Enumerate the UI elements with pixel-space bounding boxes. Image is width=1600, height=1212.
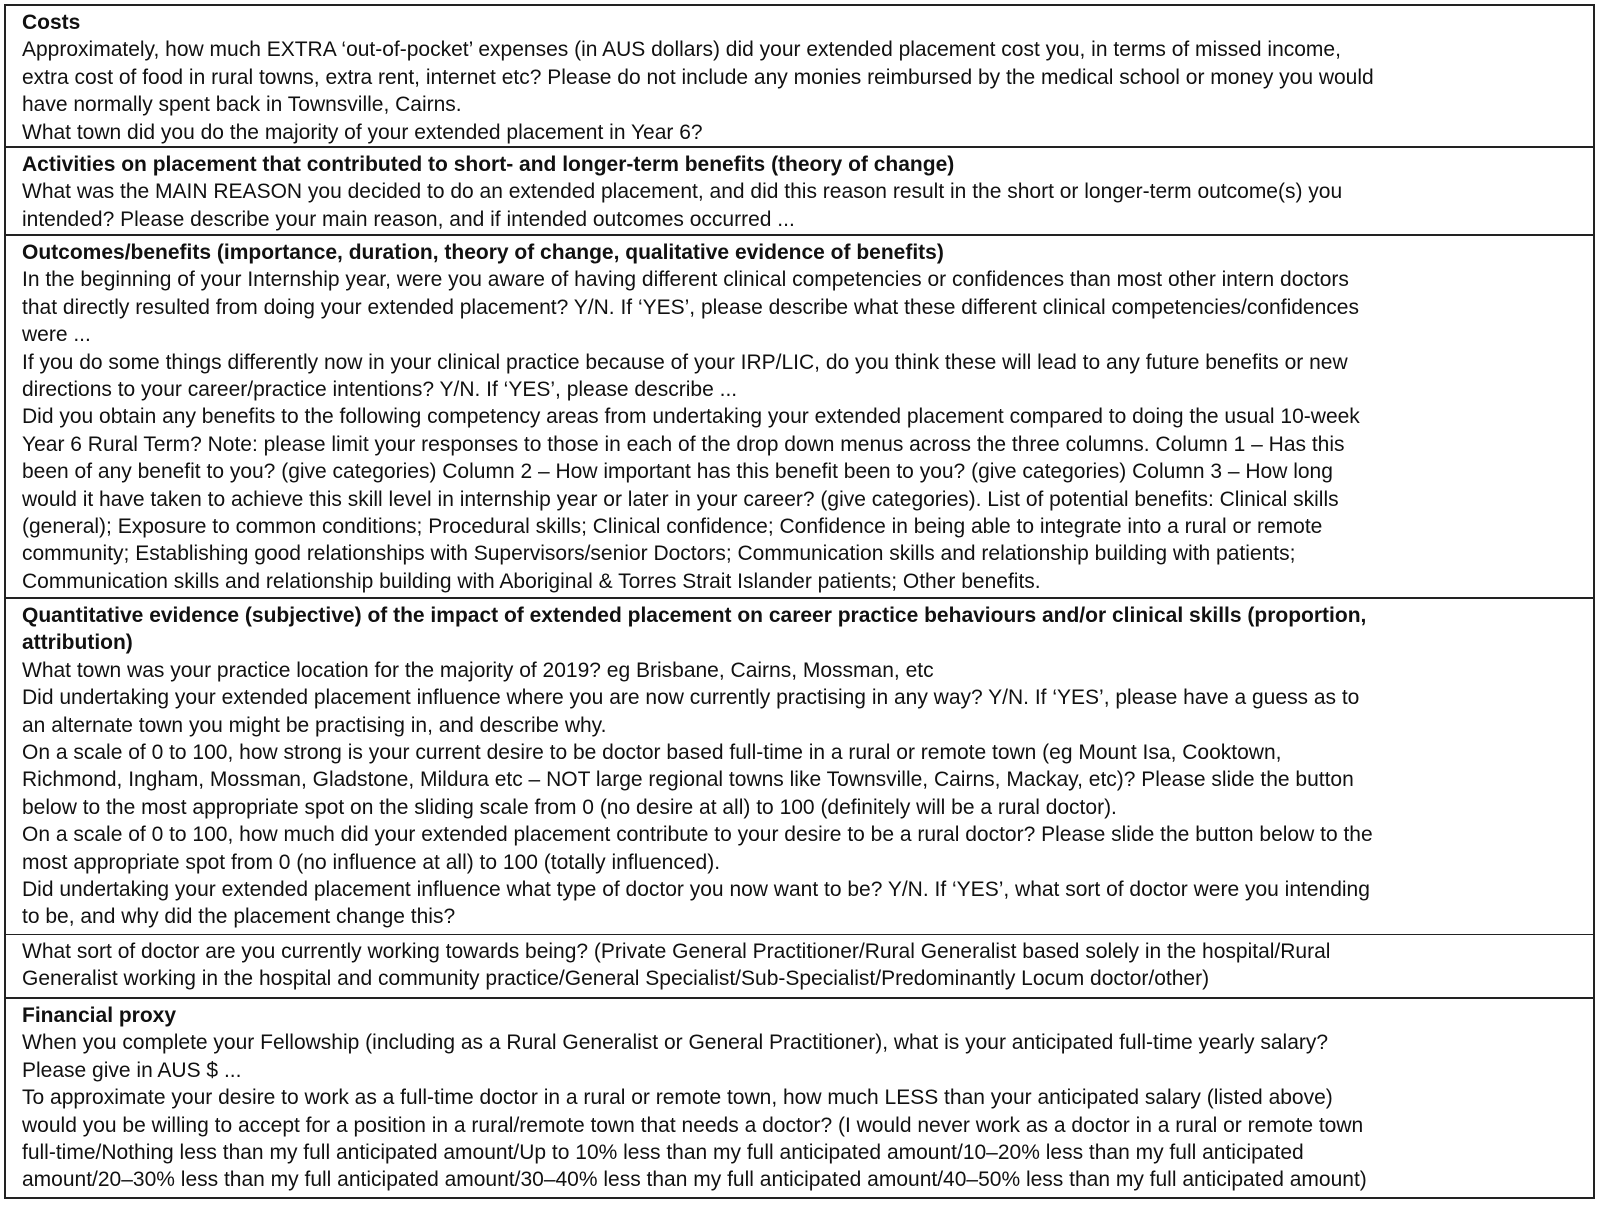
section-heading: attribution) — [22, 631, 133, 655]
section-costs — [6, 6, 1593, 148]
question-line: directions to your career/practice intentions? Y/N. If ‘YES’, please describe ... — [22, 378, 738, 402]
question-line: (general); Exposure to common conditions; Procedural skills; Clinical confidence; Confidence in being able to integrate into a rural or remote — [22, 515, 1323, 539]
question-line: been of any benefit to you? (give categories) Column 2 – How important has this benefit been to you? (give categories) Column 3 – How long — [22, 460, 1333, 484]
question-line: On a scale of 0 to 100, how strong is your current desire to be doctor based full-time in a rural or remote town (eg Mount Isa, Cooktown, — [22, 741, 1282, 765]
question-line: What was the MAIN REASON you decided to do an extended placement, and did this reason result in the short or longer-term outcome(s) you — [22, 180, 1343, 204]
question-line: community; Establishing good relationships with Supervisors/senior Doctors; Communication skills and relationship building with patients; — [22, 542, 1296, 566]
section-heading: Quantitative evidence (subjective) of the impact of extended placement on career practice behaviours and/or clinical skills (proportion, — [22, 604, 1367, 627]
question-line: to be, and why did the placement change this? — [22, 905, 456, 929]
question-line: Communication skills and relationship building with Aboriginal & Torres Strait Islander patients; Other benefits. — [22, 569, 1041, 593]
section-outcomes-benefits — [6, 236, 1593, 599]
question-line: would you be willing to accept for a position in a rural/remote town that needs a doctor? (I would never work as a doctor in a rural or remote town — [22, 1113, 1364, 1137]
question-line: that directly resulted from doing your extended placement? Y/N. If ‘YES’, please describe what these different clinical competencies/confidences — [22, 295, 1359, 319]
question-line: Please give in AUS $ ... — [22, 1058, 242, 1082]
section-heading: Outcomes/benefits (importance, duration, theory of change, qualitative evidence of benefits) — [22, 241, 944, 264]
section-activities — [6, 148, 1593, 236]
section-quantitative-evidence — [6, 599, 1593, 935]
question-line: were ... — [22, 323, 91, 347]
question-line: intended? Please describe your main reason, and if intended outcomes occurred ... — [22, 207, 795, 231]
question-line: In the beginning of your Internship year, were you aware of having different clinical competencies or confidences than most other intern doctors — [22, 268, 1349, 292]
question-line: Did you obtain any benefits to the following competency areas from undertaking your extended placement compared to doing the usual 10-week — [22, 405, 1360, 429]
question-line: Year 6 Rural Term? Note: please limit your responses to those in each of the drop down menus across the three columns. Column 1 – Has this — [22, 432, 1345, 456]
questionnaire-table — [4, 4, 1595, 1199]
question-line: an alternate town you might be practising in, and describe why. — [22, 713, 607, 737]
question-line: When you complete your Fellowship (including as a Rural Generalist or General Practitioner), what is your anticipated full-time yearly salary? — [22, 1031, 1329, 1055]
section-heading: Costs — [22, 11, 81, 34]
section-heading: Financial proxy — [22, 1004, 177, 1027]
question-line: To approximate your desire to work as a full-time doctor in a rural or remote town, how much LESS than your anticipated salary (listed above) — [22, 1086, 1333, 1110]
question-line: If you do some things differently now in your clinical practice because of your IRP/LIC, do you think these will lead to any future benefits or new — [22, 350, 1348, 374]
question-line: most appropriate spot from 0 (no influence at all) to 100 (totally influenced). — [22, 850, 721, 874]
question-line: What town was your practice location for the majority of 2019? eg Brisbane, Cairns, Mossman, etc — [22, 658, 934, 682]
question-line: below to the most appropriate spot on the sliding scale from 0 (no desire at all) to 100 (definitely will be a rural doctor). — [22, 795, 1117, 819]
section-financial-proxy — [6, 999, 1593, 1199]
question-line: What sort of doctor are you currently working towards being? (Private General Practitioner/Rural Generalist based solely in the hospital/Rural — [22, 940, 1331, 963]
question-line: would it have taken to achieve this skill level in internship year or later in your career? (give categories). List of potential benefits: Clinical skills — [22, 487, 1339, 511]
question-line: extra cost of food in rural towns, extra rent, internet etc? Please do not include any monies reimbursed by the medical school or money you would — [22, 65, 1374, 89]
question-line: On a scale of 0 to 100, how much did your extended placement contribute to your desire to be a rural doctor? Please slide the button below to the — [22, 823, 1373, 847]
question-line: amount/20–30% less than my full anticipated amount/30–40% less than my full anticipated amount/40–50% less than my full anticipated amount) — [22, 1168, 1367, 1192]
question-line: full-time/Nothing less than my full anticipated amount/Up to 10% less than my full anticipated amount/10–20% less than my full anticipated — [22, 1141, 1304, 1165]
question-line: What town did you do the majority of your extended placement in Year 6? — [22, 120, 703, 144]
section-heading: Activities on placement that contributed to short- and longer-term benefits (theory of change) — [22, 153, 955, 176]
question-line: Did undertaking your extended placement influence what type of doctor you now want to be? Y/N. If ‘YES’, what sort of doctor were you intending — [22, 878, 1370, 902]
question-line: Did undertaking your extended placement influence where you are now currently practising in any way? Y/N. If ‘YES’, please have a guess as to — [22, 686, 1360, 710]
question-line: Approximately, how much EXTRA ‘out-of-pocket’ expenses (in AUS dollars) did your extended placement cost you, in terms of missed income, — [22, 38, 1341, 62]
question-line: Richmond, Ingham, Mossman, Gladstone, Mildura etc – NOT large regional towns like Townsville, Cairns, Mackay, etc)? Please slide the button — [22, 768, 1354, 792]
section-doctor-type — [6, 935, 1593, 999]
question-line: Generalist working in the hospital and community practice/General Specialist/Sub-Specialist/Predominantly Locum doctor/other) — [22, 967, 1210, 991]
question-line: have normally spent back in Townsville, Cairns. — [22, 93, 462, 117]
